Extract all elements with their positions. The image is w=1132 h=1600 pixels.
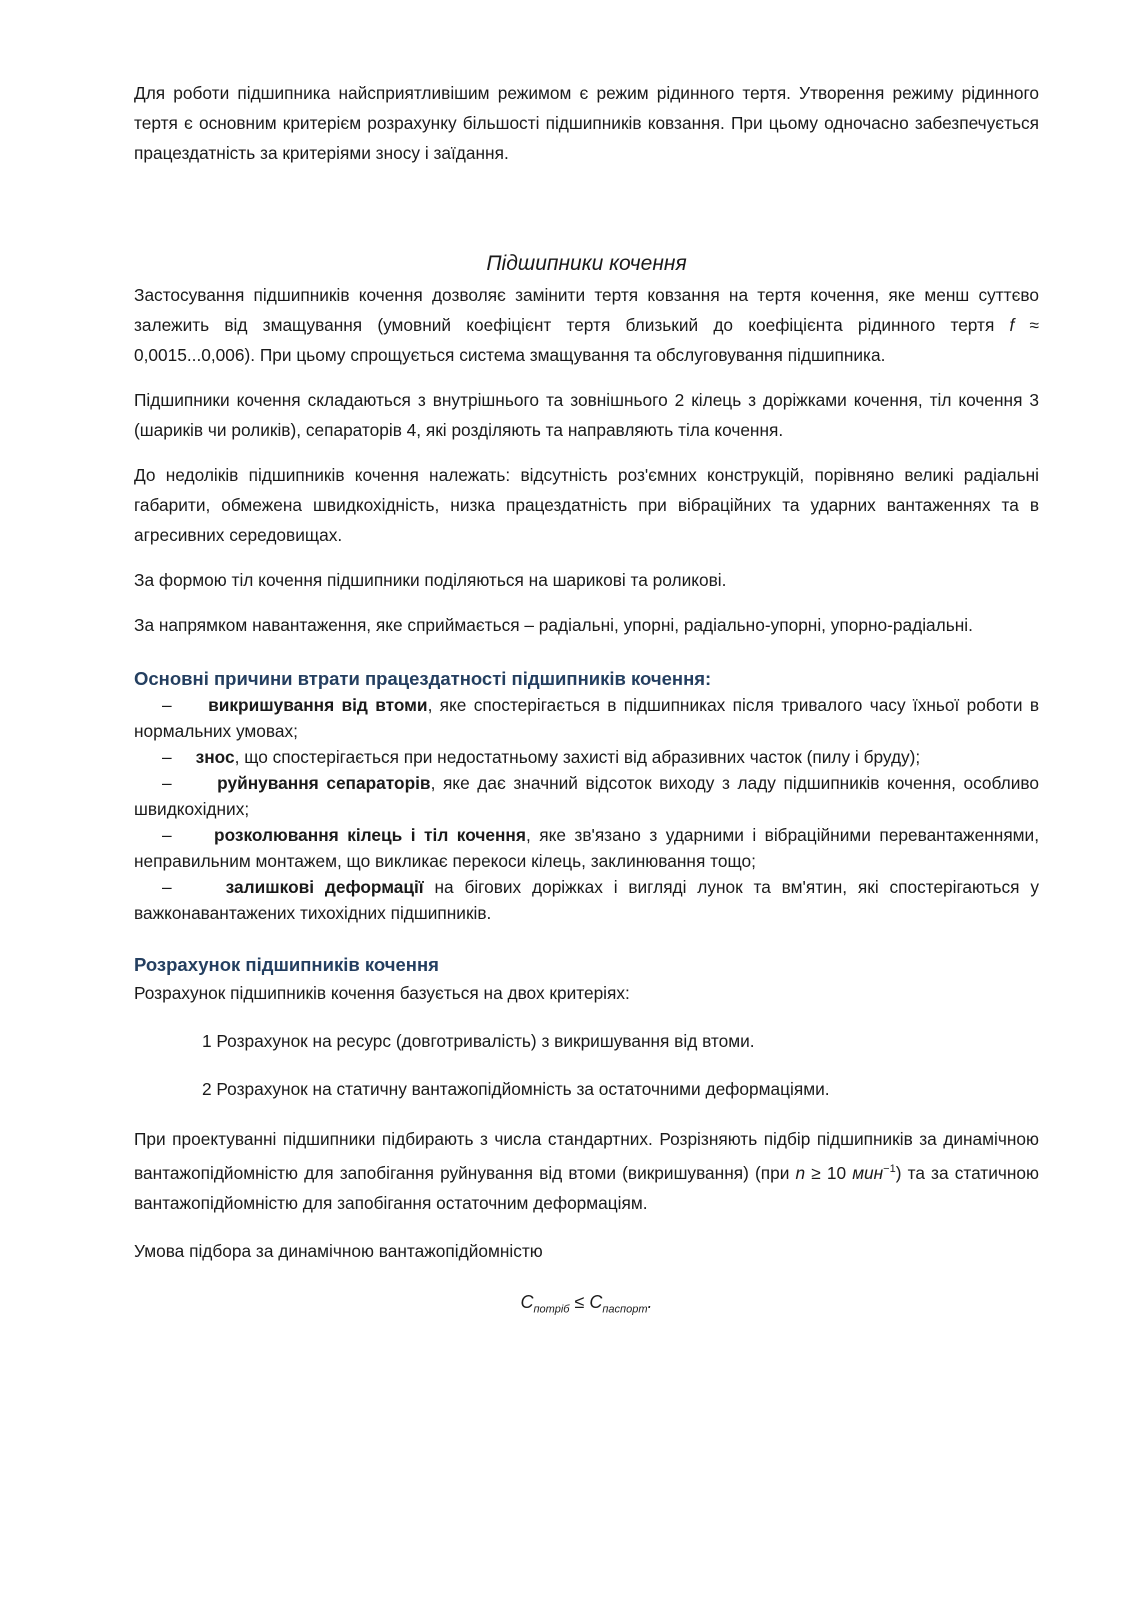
list-item [134,744,1039,770]
speed-unit-exponent: −1 [883,1163,896,1175]
list-item-term: розколювання кілець і тіл кочення [214,825,526,845]
formula-end: . [647,1291,653,1312]
failure-heading: Основні причини втрати працездатності підшипників кочення: [134,668,712,689]
criterion-2: 2 Розрахунок на статичну вантажопідйомність за остаточними деформаціями. [202,1079,830,1099]
condition-text: Умова підбора за динамічною вантажопідйомністю [134,1240,543,1261]
list-dash: – [162,747,172,767]
formula-c-required: C [520,1291,534,1312]
list-item-text: , яке дає значний відсоток виходу з ладу підшипників кочення, особливо швидкохідних; [134,773,1039,819]
paragraph-load-classification: За напрямком навантаження, яке сприймається – радіальні, упорні, радіально-упорні, упорно-радіальні. [134,615,973,635]
paragraph-construction: Підшипники кочення складаються з внутрішнього та зовнішнього 2 кілець з доріжками кочення, тіл кочення 3 (шариків чи роликів), сепараторів 4, які розділяють та направляють тіла кочення. [134,390,1039,440]
criterion-1: 1 Розрахунок на ресурс (довготривалість) з викришування від втоми. [202,1031,755,1051]
list-item-term: руйнування сепараторів [217,773,431,793]
paragraph-disadvantages: До недоліків підшипників кочення належать: відсутність роз'ємних конструкцій, порівняно великі радіальні габарити, обмежена швидкохідність, низка працездатність при вібраційних та ударних вантаженнях та в агресивних середовищах. [134,465,1039,545]
list-item-term: знос [195,747,235,767]
calculation-heading: Розрахунок підшипників кочення [134,954,439,975]
paragraph-shape-classification: За формою тіл кочення підшипники поділяються на шарикові та роликові. [134,570,727,590]
section-title: Підшипники кочення [486,252,687,275]
selection-text-c: ) та за статичною вантажопідйомністю для запобігання остаточним деформаціям. [134,1162,1039,1213]
selection-formula [134,1286,1039,1326]
paragraph-friction-text-a: Застосування підшипників кочення дозволяє замінити тертя ковзання на тертя кочення, яке менш суттєво залежить від змащування (умовний коефіцієнт тертя близький до коефіцієнта рідинного тертя [134,285,1039,335]
list-item [134,770,1039,822]
formula-operator: ≤ [569,1291,590,1312]
formula-sub-required: потріб [533,1303,570,1316]
list-item [134,874,1039,926]
paragraph-friction [134,280,1039,370]
paragraph-selection [134,1124,1039,1218]
failure-list [134,692,1039,926]
formula-sub-passport: паспорт [602,1303,648,1316]
list-dash: – [162,773,172,793]
list-item-term: залишкові деформації [225,877,424,897]
paragraph-friction-text-b: ≈ 0,0015...0,006). При цьому спрощується система змащування та обслуговування підшипника. [134,315,1039,365]
list-item [134,692,1039,744]
list-item-text: на бігових доріжках і вигляді лунок та вм'ятин, які спостерігаються у важконавантажених тихохідних підшипників. [134,877,1039,923]
list-dash: – [162,877,172,897]
formula-c-passport: C [589,1291,603,1312]
speed-unit: мин [852,1162,884,1183]
intro-paragraph: Для роботи підшипника найсприятливішим режимом є режим рідинного тертя. Утворення режиму рідинного тертя є основним критерієм розрахунку більшості підшипників ковзання. При цьому одночасно забезпечується працездатність за критеріями зносу і заїдання. [134,83,1039,163]
list-item [134,822,1039,874]
calculation-intro: Розрахунок підшипників кочення базується на двох критеріях: [134,983,630,1003]
friction-coefficient-symbol: f [1009,315,1015,335]
selection-text-a: При проектуванні підшипники підбирають з числа стандартних. Розрізняють підбір підшипників за динамічною вантажопідйомністю для запобігання руйнування від втоми (викришування) (при [134,1129,1039,1183]
list-item-text: , що спостерігається при недостатньому захисті від абразивних часток (пилу і бруду); [234,747,921,767]
list-item-term: викришування від втоми [208,695,428,715]
rotation-speed-symbol: n [795,1162,806,1183]
list-dash: – [162,695,172,715]
list-item-text: , яке спостерігається в підшипниках після тривалого часу їхньої роботи в нормальних умовах; [134,695,1039,741]
list-item-text: , яке зв'язано з ударними і вібраційними перевантаженнями, неправильним монтажем, що викликає перекоси кілець, заклинювання тощо; [134,825,1040,871]
list-dash: – [162,825,172,845]
selection-text-b: ≥ 10 [805,1162,853,1183]
document-page [134,78,1039,1325]
